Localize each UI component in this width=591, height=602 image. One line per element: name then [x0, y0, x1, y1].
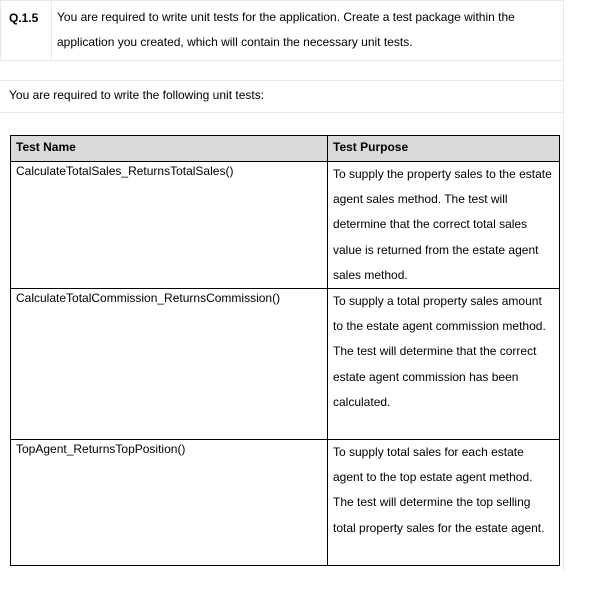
page-grid-line	[0, 80, 563, 81]
test-purpose-cell: To supply total sales for each estate agent to the top estate agent method. The test will determine the top selling total property sales for the estate agent.	[328, 440, 560, 566]
question-block	[0, 0, 563, 60]
test-name-cell: CalculateTotalSales_ReturnsTotalSales()	[11, 162, 328, 289]
question-number: Q.1.5	[9, 11, 39, 25]
table-row	[11, 162, 560, 289]
unit-tests-table	[10, 135, 560, 566]
intro-text: You are required to write the following unit tests:	[9, 88, 265, 102]
table-header-row	[11, 136, 560, 162]
test-name-cell: CalculateTotalCommission_ReturnsCommission()	[11, 289, 328, 440]
page-grid-line	[0, 60, 563, 61]
header-test-name: Test Name	[11, 136, 328, 162]
test-purpose-cell: To supply a total property sales amount to the estate agent commission method. The test will determine that the correct estate agent commission has been calculated.	[328, 289, 560, 440]
test-name-cell: TopAgent_ReturnsTopPosition()	[11, 440, 328, 566]
page-grid-line	[0, 112, 563, 113]
table-row	[11, 440, 560, 566]
test-purpose-cell: To supply the property sales to the estate agent sales method. The test will determine that the correct total sales value is returned from the estate agent sales method.	[328, 162, 560, 289]
question-text: You are required to write unit tests for the application. Create a test package within the application you created, which will contain the necessary unit tests.	[57, 10, 515, 49]
page-grid-line	[563, 0, 564, 570]
header-test-purpose: Test Purpose	[328, 136, 560, 162]
table-row	[11, 289, 560, 440]
